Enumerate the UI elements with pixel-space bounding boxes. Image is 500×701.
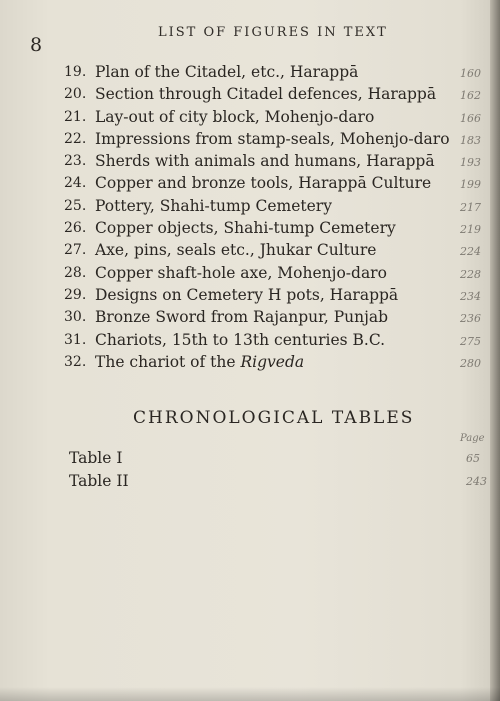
figure-number: 19.	[64, 64, 87, 80]
page-edge-shadow	[490, 0, 500, 701]
list-item	[64, 287, 484, 309]
list-item	[64, 309, 484, 331]
list-item	[64, 354, 484, 376]
figure-page: 166	[460, 111, 481, 125]
figure-number: 22.	[64, 130, 87, 147]
list-item	[64, 86, 484, 108]
figure-number: 27.	[64, 242, 87, 259]
figure-number: 23.	[64, 153, 87, 170]
figure-number: 30.	[64, 309, 87, 326]
figure-title: Axe, pins, seals etc., Jhukar Culture	[95, 241, 377, 260]
page-bottom-shadow	[0, 687, 500, 701]
figure-title: Plan of the Citadel, etc., Harappā	[95, 63, 359, 81]
figure-page: 199	[460, 178, 481, 192]
list-item	[64, 109, 484, 131]
figure-title: Copper and bronze tools, Harappā Culture	[95, 174, 432, 193]
page-number: 8	[30, 34, 43, 56]
list-item	[64, 153, 484, 175]
figure-page: 280	[460, 356, 481, 370]
figure-page: 275	[460, 334, 481, 348]
figure-page: 228	[460, 267, 481, 281]
figure-list	[64, 64, 484, 376]
chronological-tables-heading: CHRONOLOGICAL TABLES	[133, 408, 415, 428]
list-item	[64, 332, 484, 354]
figure-title	[95, 353, 304, 371]
figure-title-italic: Rigveda	[240, 352, 305, 371]
figure-number: 26.	[64, 220, 87, 237]
list-item	[64, 131, 484, 153]
figure-title-text: The chariot of the	[95, 352, 241, 371]
figure-number: 25.	[64, 197, 87, 214]
figure-page: 224	[460, 245, 481, 259]
table-page: 243	[466, 475, 487, 488]
list-item	[64, 265, 484, 287]
list-item	[64, 220, 484, 242]
table-label: Table I	[69, 449, 123, 467]
figure-title: Lay-out of city block, Mohenjo-daro	[95, 107, 375, 126]
figure-page: 183	[460, 133, 481, 147]
figure-title: Impressions from stamp-seals, Mohenjo-daro	[95, 129, 450, 148]
list-item	[64, 175, 484, 197]
table-entry	[69, 449, 489, 471]
figure-page: 236	[460, 312, 481, 326]
page-column-label: Page	[460, 433, 485, 444]
figure-page: 217	[460, 200, 481, 214]
figure-number: 32.	[64, 353, 87, 370]
figure-title: Copper objects, Shahi-tump Cemetery	[95, 219, 396, 238]
table-entry	[69, 472, 489, 494]
figure-page: 160	[460, 67, 481, 80]
figure-title: Chariots, 15th to 13th centuries B.C.	[95, 330, 386, 349]
figure-number: 31.	[64, 331, 87, 348]
running-head: LIST OF FIGURES IN TEXT	[158, 25, 388, 40]
figure-page: 219	[460, 223, 481, 237]
figure-title: Designs on Cemetery H pots, Harappā	[95, 285, 399, 304]
figure-page: 234	[460, 289, 481, 303]
table-label: Table II	[69, 472, 129, 490]
figure-title: Bronze Sword from Rajanpur, Punjab	[95, 308, 389, 327]
figure-title: Sherds with animals and humans, Harappā	[95, 152, 435, 171]
figure-number: 24.	[64, 175, 87, 192]
figure-title: Pottery, Shahi-tump Cemetery	[95, 196, 332, 215]
figure-title: Section through Citadel defences, Harappā	[95, 85, 437, 104]
figure-number: 21.	[64, 108, 87, 125]
list-item	[64, 242, 484, 264]
figure-number: 29.	[64, 286, 87, 303]
table-page: 65	[466, 452, 480, 465]
figure-title: Copper shaft-hole axe, Mohenjo-daro	[95, 263, 387, 282]
figure-number: 20.	[64, 86, 87, 103]
figure-number: 28.	[64, 264, 87, 281]
figure-page: 193	[460, 156, 481, 170]
list-item	[64, 64, 484, 86]
figure-page: 162	[460, 89, 481, 103]
list-item	[64, 198, 484, 220]
